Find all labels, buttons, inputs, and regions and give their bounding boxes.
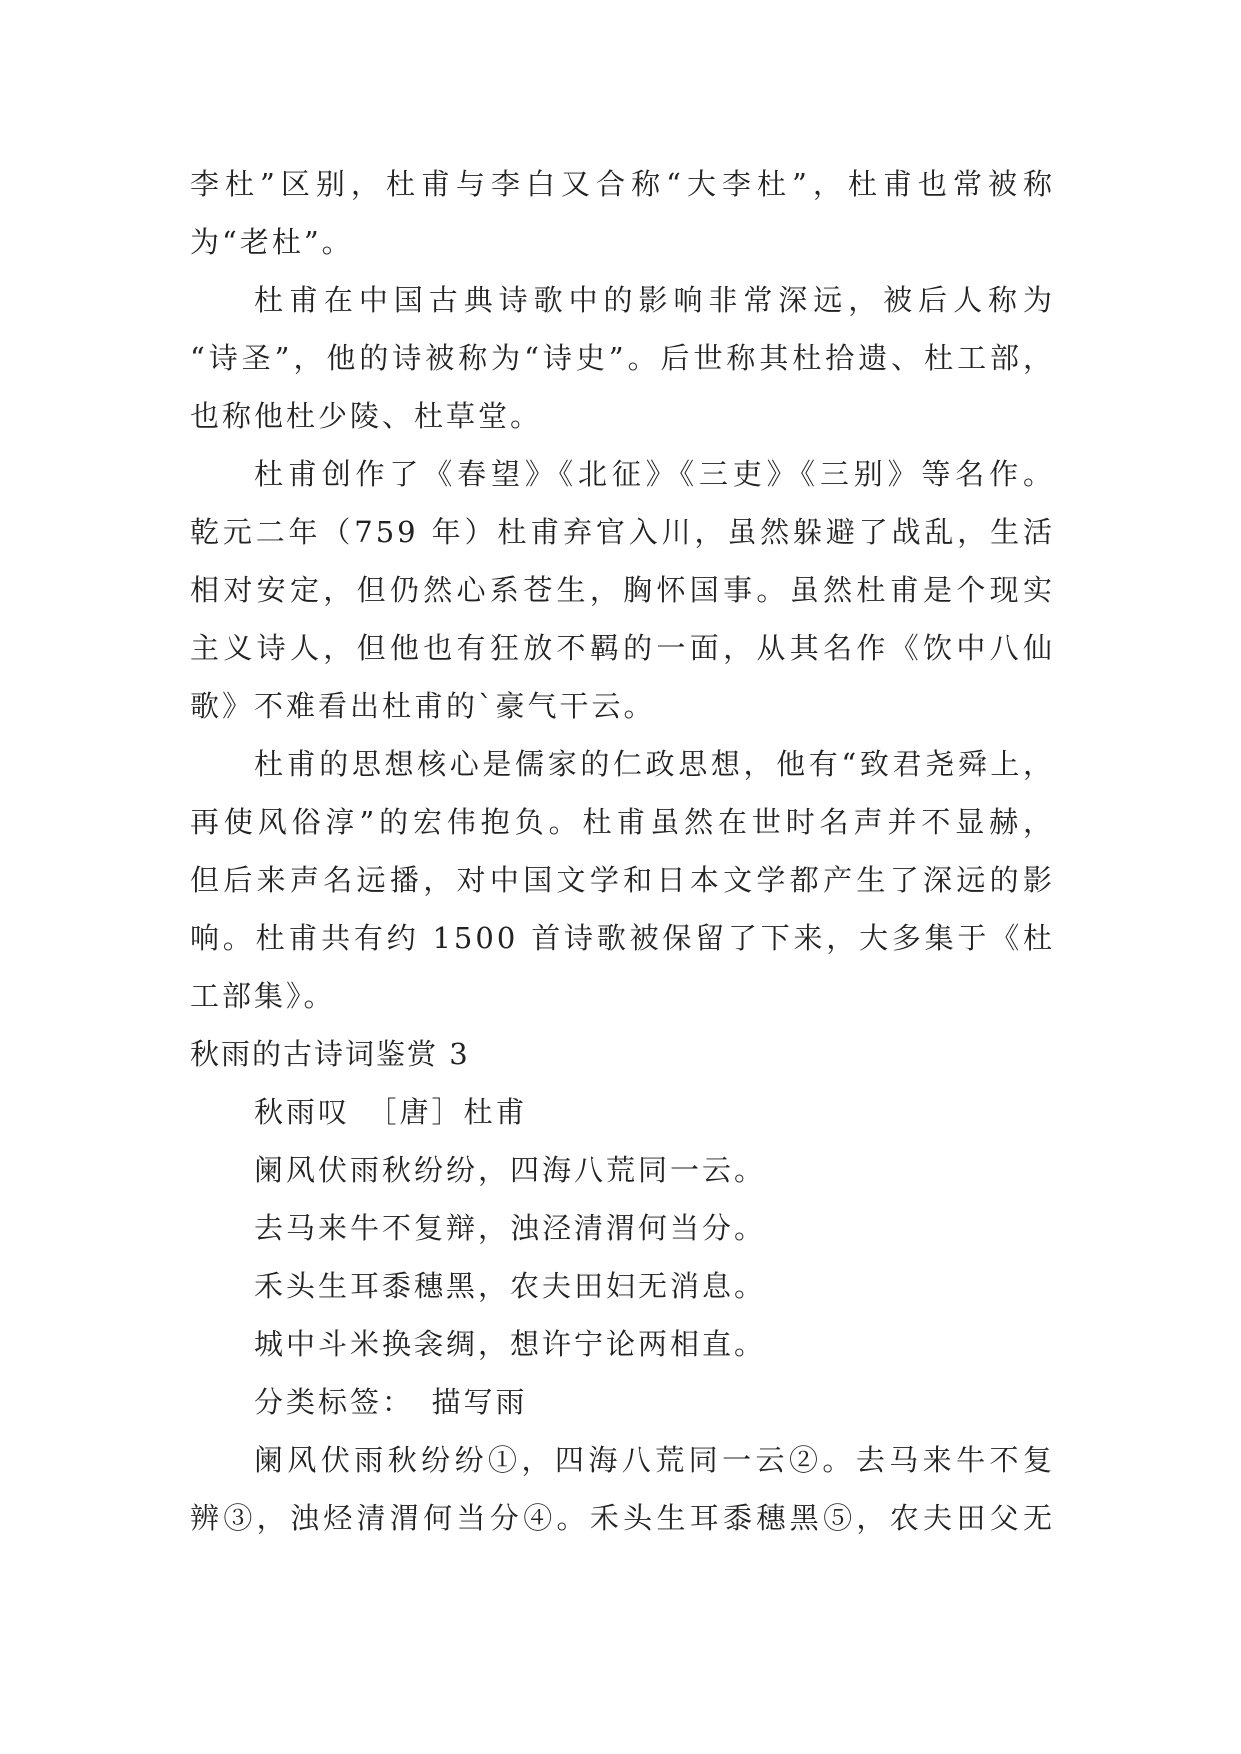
text-line: 辨③，浊烃清渭何当分④。禾头生耳黍穗黑⑤，农夫田父无 bbox=[190, 1501, 1055, 1535]
text-line: 为“老杜”。 bbox=[190, 225, 354, 259]
text-line: 阑风伏雨秋纷纷①，四海八荒同一云②。去马来牛不复 bbox=[254, 1443, 1055, 1477]
text-line: 歌》不难看出杜甫的`豪气干云。 bbox=[190, 689, 656, 723]
text-line: 相对安定，但仍然心系苍生，胸怀国事。虽然杜甫是个现实 bbox=[190, 573, 1055, 607]
text-line: 但后来声名远播，对中国文学和日本文学都产生了深远的影 bbox=[190, 863, 1055, 897]
poem-title: 秋雨叹 ［唐］杜甫 bbox=[254, 1095, 528, 1129]
poem-line: 禾头生耳黍穗黑，农夫田妇无消息。 bbox=[254, 1269, 767, 1303]
text-line: 李杜”区别，杜甫与李白又合称“大李杜”，杜甫也常被称 bbox=[190, 167, 1055, 201]
section-heading: 秋雨的古诗词鉴赏 3 bbox=[190, 1037, 470, 1071]
document-body bbox=[190, 155, 1055, 1547]
text-line: 杜甫在中国古典诗歌中的影响非常深远，被后人称为 bbox=[254, 283, 1055, 317]
poem-line: 去马来牛不复辩，浊泾清渭何当分。 bbox=[254, 1211, 767, 1245]
text-line: 乾元二年（759 年）杜甫弃官入川，虽然躲避了战乱，生活 bbox=[190, 515, 1055, 549]
poem-line: 阑风伏雨秋纷纷，四海八荒同一云。 bbox=[254, 1153, 767, 1187]
category-tag: 分类标签： 描写雨 bbox=[254, 1385, 528, 1419]
text-line: 杜甫的思想核心是儒家的仁政思想，他有“致君尧舜上， bbox=[254, 747, 1055, 781]
text-line: 杜甫创作了《春望》《北征》《三吏》《三别》等名作。 bbox=[254, 457, 1055, 491]
poem-line: 城中斗米换衾绸，想许宁论两相直。 bbox=[254, 1327, 767, 1361]
text-line: 工部集》。 bbox=[190, 979, 336, 1013]
text-line: 再使风俗淳”的宏伟抱负。杜甫虽然在世时名声并不显赫， bbox=[190, 805, 1055, 839]
text-line: 主义诗人，但他也有狂放不羁的一面，从其名作《饮中八仙 bbox=[190, 631, 1055, 665]
text-line: 响。杜甫共有约 1500 首诗歌被保留了下来，大多集于《杜 bbox=[190, 921, 1055, 955]
text-line: 也称他杜少陵、杜草堂。 bbox=[190, 399, 543, 433]
text-line: “诗圣”，他的诗被称为“诗史”。后世称其杜拾遗、杜工部， bbox=[190, 341, 1055, 375]
